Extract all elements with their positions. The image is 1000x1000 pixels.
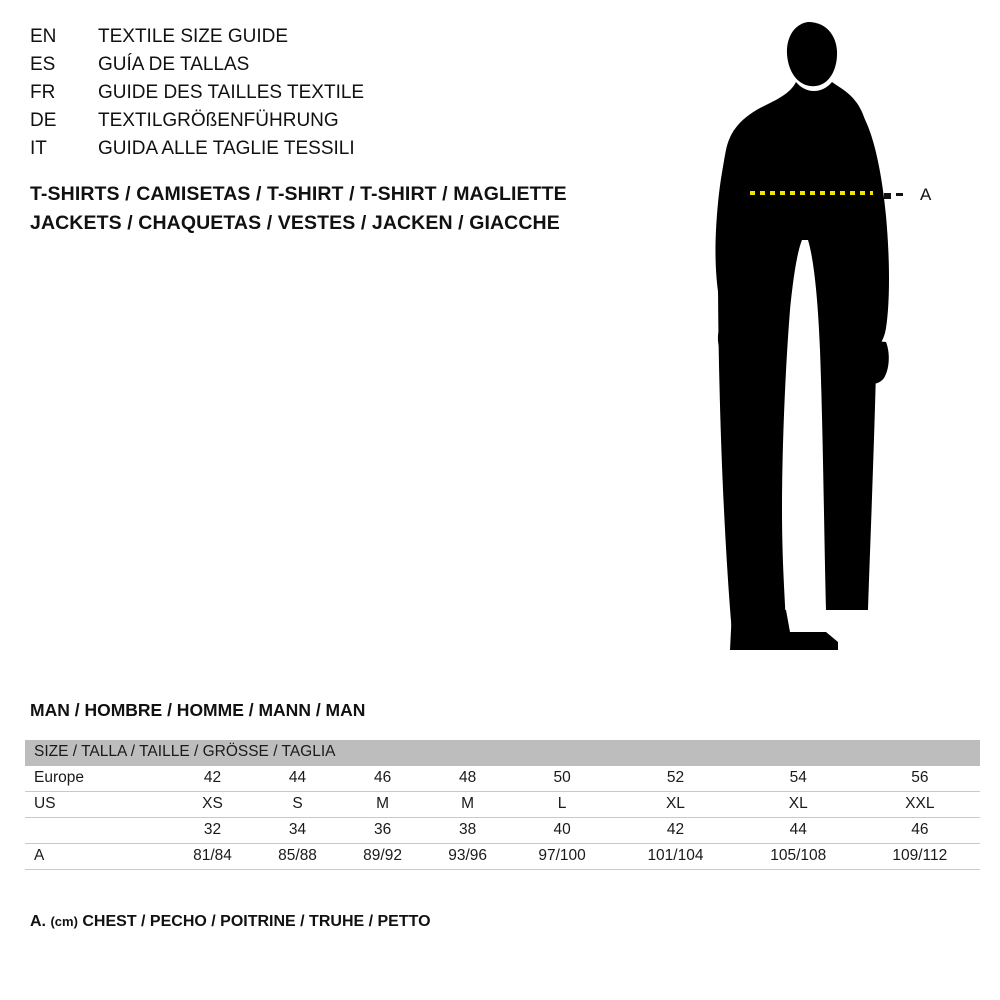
row-label: Europe [34, 769, 84, 786]
category-block [30, 183, 670, 241]
table-cell: XS [202, 795, 223, 812]
man-silhouette-figure [690, 10, 980, 660]
footnote-prefix: A. [30, 913, 46, 930]
language-row [30, 26, 630, 54]
table-cell: S [292, 795, 303, 812]
table-header-row [25, 740, 980, 765]
table-cell: 44 [789, 821, 807, 838]
table-cell: 46 [373, 769, 392, 786]
language-code: ES [30, 54, 56, 75]
table-cell: 38 [458, 821, 477, 838]
category-jackets: JACKETS / CHAQUETAS / VESTES / JACKEN / GIACCHE [30, 212, 560, 234]
language-title: GUIDE DES TAILLES TEXTILE [98, 82, 365, 103]
table-cell: M [376, 795, 390, 812]
category-tshirts: T-SHIRTS / CAMISETAS / T-SHIRT / T-SHIRT / MAGLIETTE [30, 183, 567, 205]
row-label: A [34, 847, 45, 864]
language-title: GUIDA ALLE TAGLIE TESSILI [98, 138, 355, 159]
table-header-label: SIZE / TALLA / TAILLE / GRÖSSE / TAGLIA [34, 743, 336, 761]
size-table [25, 740, 980, 870]
table-cell: 36 [373, 821, 392, 838]
row-label [25, 817, 170, 843]
table-cell: 54 [789, 769, 807, 786]
table-cell: 81/84 [193, 847, 232, 864]
table-cell: 34 [288, 821, 307, 838]
table-cell: 50 [553, 769, 571, 786]
table-row [25, 843, 980, 869]
table-cell: XL [665, 795, 685, 812]
table-cell: 52 [666, 769, 685, 786]
language-row [30, 138, 630, 166]
table-cell: 89/92 [363, 847, 402, 864]
table-cell: 93/96 [448, 847, 487, 864]
footnote-unit: (cm) [50, 914, 78, 929]
table-row [25, 791, 980, 817]
table-row [25, 765, 980, 791]
measure-label-a: A [920, 185, 932, 204]
table-group-title: MAN / HOMBRE / HOMME / MANN / MAN [30, 700, 366, 720]
language-code: FR [30, 82, 56, 103]
language-code: IT [30, 138, 47, 159]
table-cell: 56 [911, 769, 929, 786]
footnote-text: CHEST / PECHO / POITRINE / TRUHE / PETTO [82, 913, 431, 930]
language-code: EN [30, 26, 57, 47]
footnote [30, 913, 431, 931]
table-cell: 97/100 [538, 847, 586, 864]
language-row [30, 54, 630, 82]
table-cell: M [461, 795, 475, 812]
table-cell: XXL [905, 795, 935, 812]
language-row [30, 82, 630, 110]
language-code: DE [30, 110, 57, 131]
table-cell: 42 [666, 821, 685, 838]
table-cell: 40 [553, 821, 571, 838]
row-label: US [34, 795, 56, 812]
language-title-block [30, 26, 630, 166]
table-cell: 42 [203, 769, 222, 786]
table-cell: 109/112 [892, 847, 948, 864]
table-cell: 46 [911, 821, 929, 838]
table-cell: 32 [203, 821, 222, 838]
table-cell: 48 [458, 769, 477, 786]
language-row [30, 110, 630, 138]
table-cell: 44 [288, 769, 307, 786]
table-cell: 101/104 [647, 847, 704, 864]
table-cell: XL [788, 795, 808, 812]
measure-leader-dashes [884, 193, 916, 196]
language-title: TEXTILE SIZE GUIDE [98, 26, 289, 47]
table-cell: 105/108 [770, 847, 827, 864]
table-row [25, 817, 980, 843]
table-cell: L [557, 795, 567, 812]
language-title: TEXTILGRÖßENFÜHRUNG [98, 110, 339, 131]
table-cell: 85/88 [278, 847, 317, 864]
language-title: GUÍA DE TALLAS [98, 54, 250, 75]
